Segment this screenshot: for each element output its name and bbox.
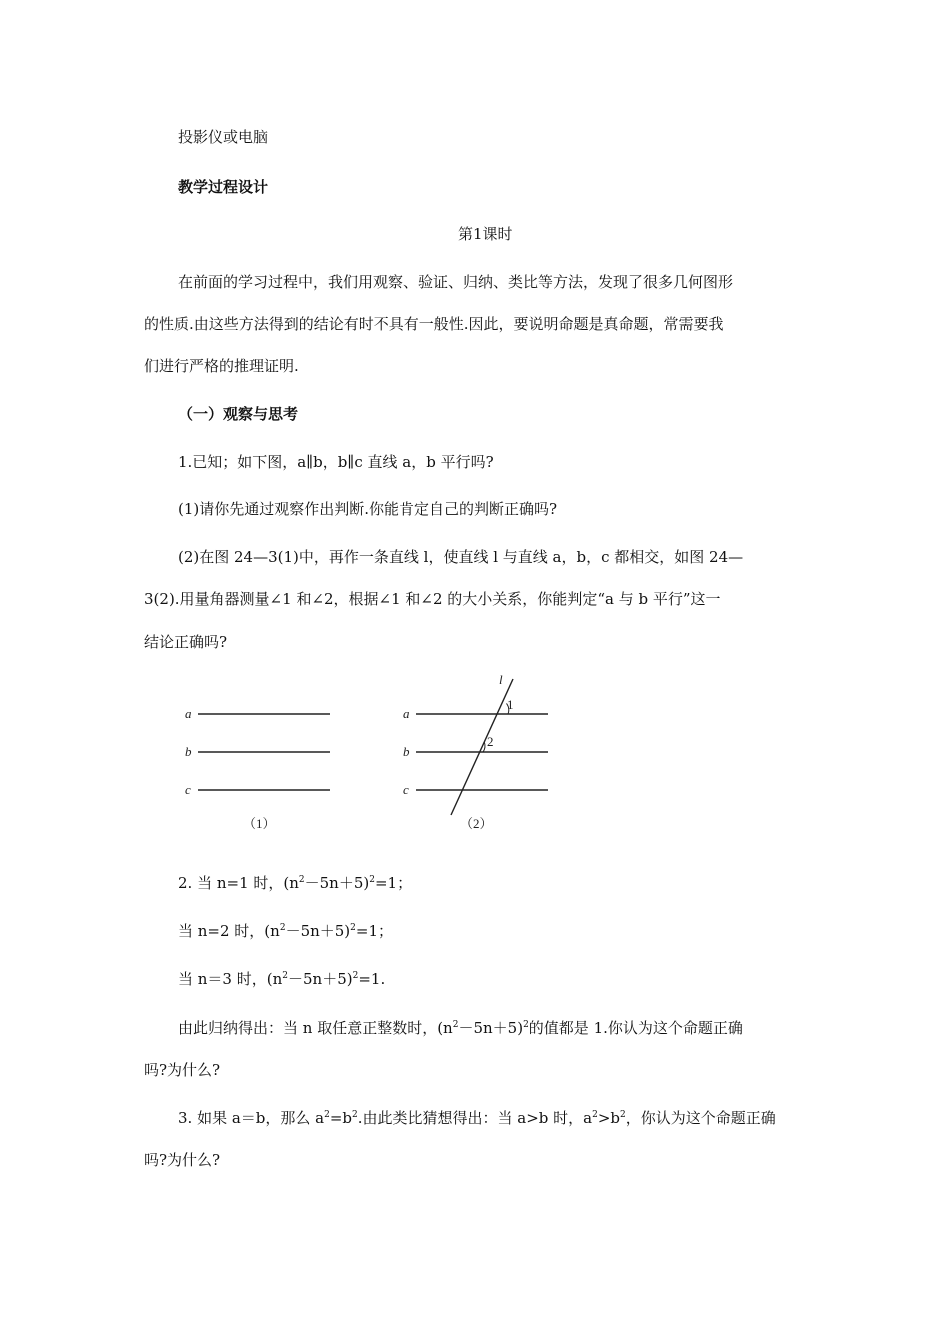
intro-line-3: 们进行严格的推理证明. — [144, 357, 299, 375]
fig2-label-a: a — [403, 706, 410, 721]
parallel-lines-figure — [170, 665, 570, 840]
angle-1-label: 1 — [507, 697, 514, 712]
q2-line-2: 当 n=2 时，$(n^2-5n+5)^2=1$； — [178, 922, 394, 940]
fig2-label-b: b — [403, 744, 410, 759]
fig2-label-c: c — [403, 782, 409, 797]
fig1-caption: （1） — [243, 816, 276, 831]
fig1-label-b: b — [185, 744, 192, 759]
equipment-text: 投影仪或电脑 — [178, 128, 269, 146]
section1-heading: （一）观察与思考 — [178, 405, 299, 423]
q1-sub2-line-1: (2)在图 24—3(1)中，再作一条直线 l，使直线 l 与直线 a，b，c 都相交，如图 24— — [178, 548, 744, 566]
q3-line-2: 吗?为什么? — [144, 1151, 221, 1169]
q2-line-1: 2. 当 n=1 时，$(n^2-5n+5)^2=1$； — [178, 874, 413, 892]
process-heading: 教学过程设计 — [178, 178, 269, 196]
q1-sub2-line-2: 3(2).用量角器测量∠1 和∠2，根据∠1 和∠2 的大小关系，你能判定“a 与 b 平行”这一 — [144, 590, 721, 608]
q1-text: 1.已知；如下图，a∥b，b∥c 直线 a，b 平行吗? — [178, 453, 494, 471]
lesson-title: 第1课时 — [458, 225, 513, 243]
q2-conclusion-2: 吗?为什么? — [144, 1061, 221, 1079]
q1-sub2-line-3: 结论正确吗? — [144, 633, 228, 651]
fig2-label-l: l — [499, 672, 503, 687]
q2-conclusion: 由此归纳得出：当 n 取任意正整数时，$(n^2-5n+5)^2$的值都是 1.你认为这个命题正确 — [178, 1019, 743, 1037]
q3-line-1: 3. 如果 a＝b，那么 $a^2=b^2$.由此类比猜想得出：当 a>b 时，$a^2>b^2$，你认为这个命题正确 — [178, 1109, 776, 1127]
intro-line-2: 的性质.由这些方法得到的结论有时不具有一般性.因此，要说明命题是真命题，常需要我 — [144, 315, 724, 333]
fig2-caption: （2） — [460, 816, 493, 831]
q1-sub1: (1)请你先通过观察作出判断.你能肯定自己的判断正确吗? — [178, 500, 558, 518]
intro-line-1: 在前面的学习过程中，我们用观察、验证、归纳、类比等方法，发现了很多几何图形 — [178, 273, 734, 291]
fig2-transversal-l — [451, 679, 513, 815]
fig1-label-a: a — [185, 706, 192, 721]
q2-line-3: 当 n＝3 时，$(n^2-5n+5)^2=1$. — [178, 970, 386, 988]
fig1-label-c: c — [185, 782, 191, 797]
angle-2-label: 2 — [487, 734, 494, 749]
